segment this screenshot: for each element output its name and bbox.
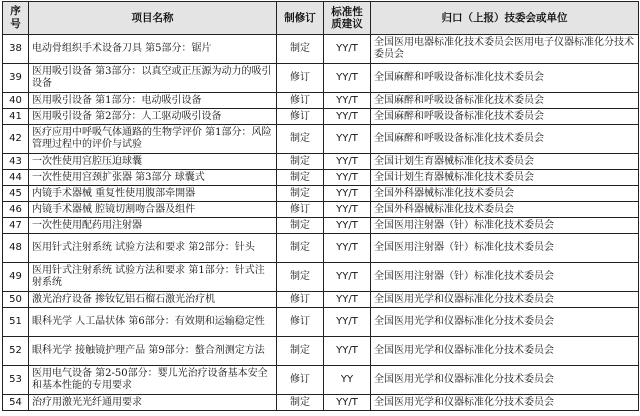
cell-property: YY/T [324,234,371,263]
cell-property: YY/T [324,64,371,93]
cell-name: 一次性使用配药用注射器 [29,218,277,234]
header-type: 制修订 [277,2,324,35]
cell-unit: 全国麻醉和呼吸设备标准化技术委员会 [371,64,639,93]
cell-name: 眼科光学 接触镜护理产品 第9部分：螯合剂测定方法 [29,337,277,366]
cell-name: 内镜手术器械 腔镜切割吻合器及组件 [29,202,277,218]
table-row [3,366,639,395]
cell-no: 42 [3,125,29,154]
cell-unit: 全国麻醉和呼吸设备标准化技术委员会 [371,125,639,154]
cell-property: YY/T [324,170,371,186]
cell-type: 修订 [277,292,324,308]
cell-no: 44 [3,170,29,186]
table-row [3,35,639,64]
cell-name: 一次性使用宫腔压迫球囊 [29,154,277,170]
cell-type: 制定 [277,337,324,366]
cell-no: 39 [3,64,29,93]
cell-unit: 全国医用光学和仪器标准化分技术委员会 [371,292,639,308]
cell-no: 46 [3,202,29,218]
cell-unit: 全国计划生育器械标准化技术委员会 [371,154,639,170]
table-row [3,170,639,186]
table-row [3,186,639,202]
header-name: 项目名称 [29,2,277,35]
table-row [3,395,639,411]
cell-type: 制定 [277,170,324,186]
cell-no: 49 [3,263,29,292]
cell-name: 医用吸引设备 第2部分：人工驱动吸引设备 [29,109,277,125]
cell-no: 45 [3,186,29,202]
cell-property: YY/T [324,308,371,337]
header-no: 序号 [3,2,29,35]
cell-type: 制定 [277,263,324,292]
cell-property: YY/T [324,154,371,170]
cell-type: 修订 [277,64,324,93]
cell-type: 修订 [277,308,324,337]
cell-unit: 全国外科器械标准化技术委员会 [371,186,639,202]
table-row [3,109,639,125]
cell-name: 医用电气设备 第2-50部分：婴儿光治疗设备基本安全和基本性能的专用要求 [29,366,277,395]
cell-property: YY [324,366,371,395]
cell-unit: 全国医用光学和仪器标准化分技术委员会 [371,395,639,411]
cell-property: YY/T [324,109,371,125]
cell-type: 制定 [277,395,324,411]
cell-name: 电动骨组织手术设备刀具 第5部分：锯片 [29,35,277,64]
cell-no: 40 [3,93,29,109]
cell-name: 治疗用激光光纤通用要求 [29,395,277,411]
cell-name: 医疗应用中呼吸气体通路的生物学评价 第1部分：风险管理过程中的评价与试验 [29,125,277,154]
table-row [3,234,639,263]
cell-unit: 全国医用光学和仪器标准化分技术委员会 [371,366,639,395]
cell-type: 制定 [277,234,324,263]
cell-type: 修订 [277,109,324,125]
cell-property: YY/T [324,337,371,366]
table-row [3,337,639,366]
cell-property: YY/T [324,218,371,234]
cell-property: YY/T [324,292,371,308]
cell-no: 41 [3,109,29,125]
table-row [3,202,639,218]
header-property: 标准性质建议 [324,2,371,35]
cell-name: 医用针式注射系统 试验方法和要求 第1部分：针式注射系统 [29,263,277,292]
standards-table [2,1,639,411]
cell-unit: 全国医用光学和仪器标准化分技术委员会 [371,337,639,366]
cell-property: YY/T [324,35,371,64]
cell-no: 47 [3,218,29,234]
cell-no: 48 [3,234,29,263]
cell-name: 医用吸引设备 第3部分：以真空或正压源为动力的吸引设备 [29,64,277,93]
cell-unit: 全国计划生育器械标准化技术委员会 [371,170,639,186]
cell-no: 53 [3,366,29,395]
cell-no: 38 [3,35,29,64]
cell-type: 制定 [277,154,324,170]
cell-unit: 全国外科器械标准化技术委员会 [371,202,639,218]
cell-unit: 全国医用注射器（针）标准化技术委员会 [371,218,639,234]
cell-property: YY/T [324,125,371,154]
cell-unit: 全国医用注射器（针）标准化技术委员会 [371,263,639,292]
cell-type: 制定 [277,218,324,234]
cell-unit: 全国麻醉和呼吸设备标准化技术委员会 [371,93,639,109]
cell-property: YY/T [324,93,371,109]
table-row [3,125,639,154]
cell-no: 54 [3,395,29,411]
table-row [3,154,639,170]
table-row [3,218,639,234]
cell-no: 52 [3,337,29,366]
cell-unit: 全国医用电器标准化技术委员会医用电子仪器标准化分技术委员会 [371,35,639,64]
cell-type: 制定 [277,35,324,64]
cell-property: YY/T [324,202,371,218]
cell-property: YY/T [324,263,371,292]
cell-no: 51 [3,308,29,337]
cell-property: YY/T [324,395,371,411]
cell-name: 医用针式注射系统 试验方法和要求 第2部分：针头 [29,234,277,263]
cell-unit: 全国麻醉和呼吸设备标准化技术委员会 [371,109,639,125]
table-body [3,35,639,411]
cell-no: 50 [3,292,29,308]
cell-type: 修订 [277,93,324,109]
table-header-row [3,2,639,35]
cell-name: 眼科光学 人工晶状体 第6部分：有效期和运输稳定性 [29,308,277,337]
cell-type: 修订 [277,366,324,395]
cell-type: 修订 [277,202,324,218]
cell-unit: 全国医用注射器（针）标准化技术委员会 [371,234,639,263]
table-row [3,263,639,292]
cell-name: 激光治疗设备 掺钕钇铝石榴石激光治疗机 [29,292,277,308]
cell-type: 制定 [277,186,324,202]
cell-type: 制定 [277,125,324,154]
cell-name: 一次性使用宫颈扩张器 第3部分 球囊式 [29,170,277,186]
cell-property: YY/T [324,186,371,202]
table-row [3,93,639,109]
table-row [3,308,639,337]
cell-name: 医用吸引设备 第1部分：电动吸引设备 [29,93,277,109]
header-unit: 归口（上报）技委会或单位 [371,2,639,35]
table-row [3,64,639,93]
cell-no: 43 [3,154,29,170]
table-row [3,292,639,308]
cell-unit: 全国医用光学和仪器标准化分技术委员会 [371,308,639,337]
cell-name: 内镜手术器械 重复性使用腹部牵開器 [29,186,277,202]
